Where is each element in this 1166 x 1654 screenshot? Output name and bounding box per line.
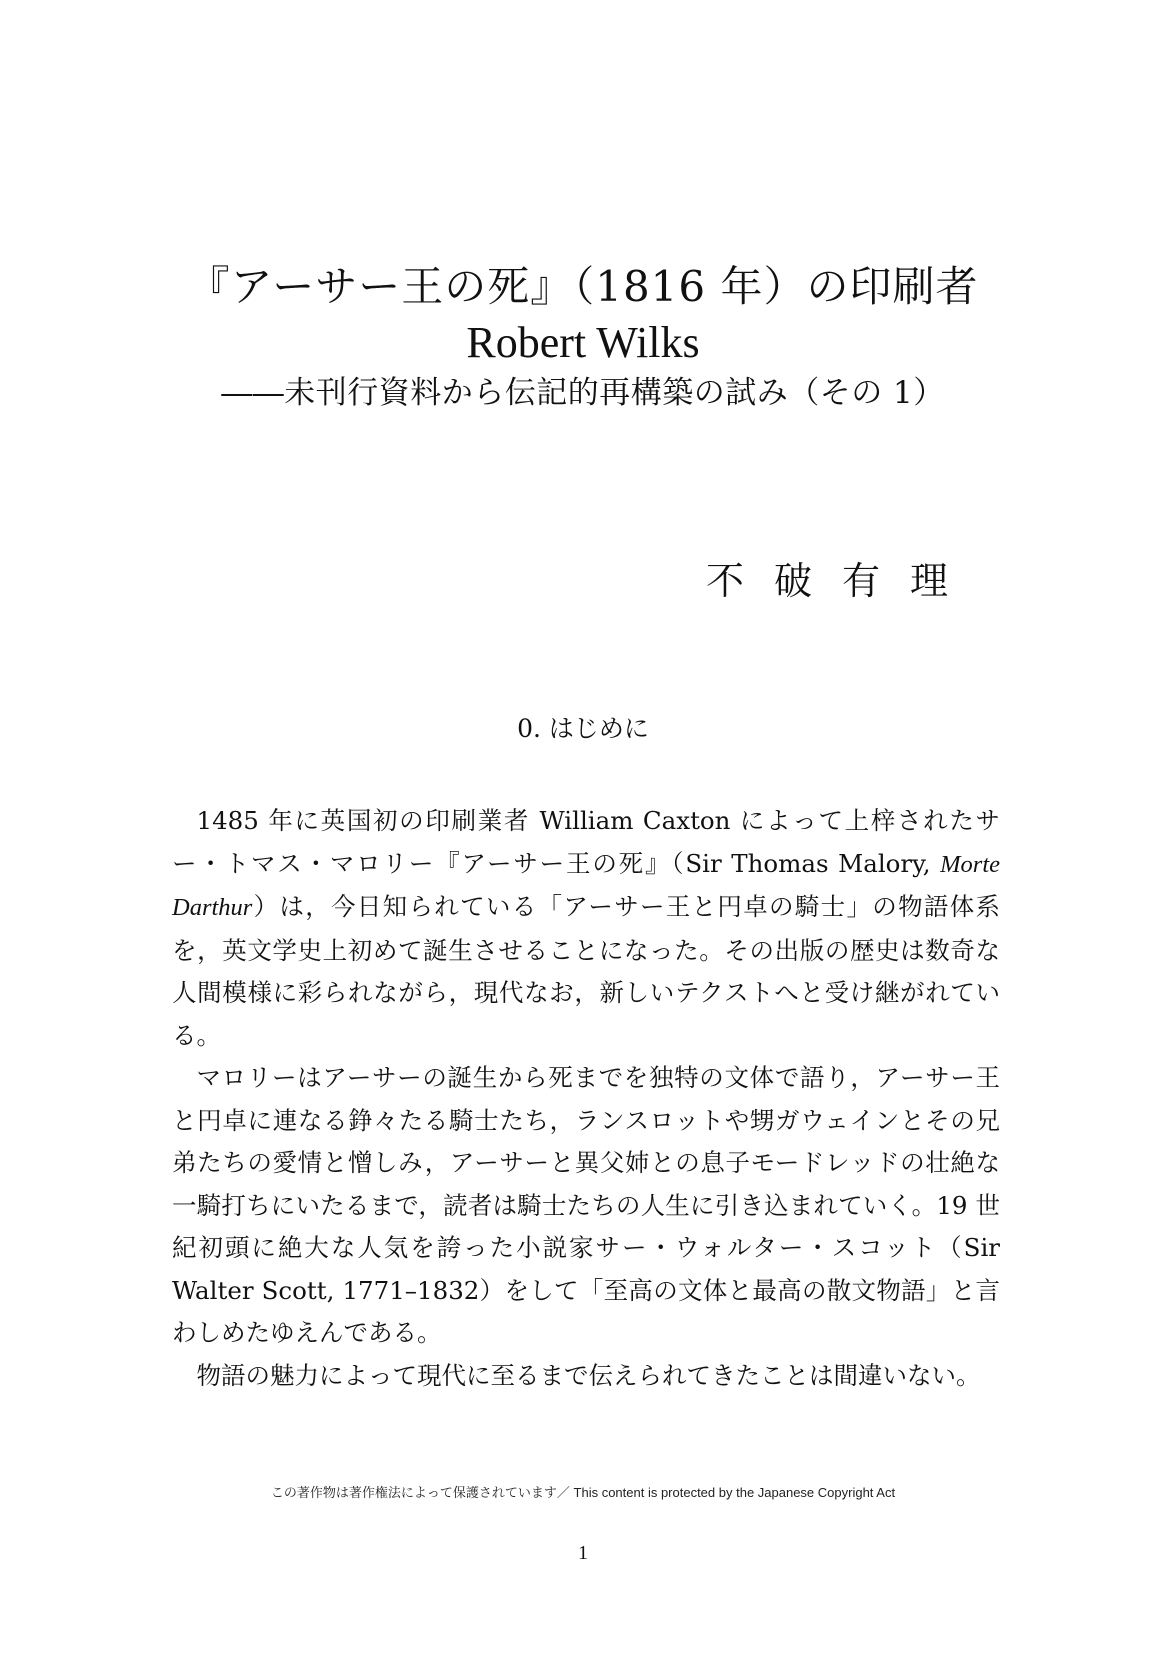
italic-work-title: Morte Darthur: [172, 850, 1000, 921]
author-name: 不破有理: [705, 559, 978, 603]
paper-subtitle: ――未刊行資料から伝記的再構築の試み（その 1）: [221, 375, 945, 411]
title-block: [0, 258, 1166, 416]
paragraph: 物語の魅力によって現代に至るまで伝えられてきたことは間違いない。: [196, 1360, 981, 1390]
page-number: 1: [578, 1542, 588, 1564]
body-text: [172, 800, 1000, 1397]
paper-title-name: Robert Wilks: [466, 318, 700, 367]
paper-title: 『アーサー王の死』（1816 年）の印刷者: [187, 262, 979, 311]
paragraph-text: 1485 年に英国初の印刷業者 William Caxton によって上梓されたサー・トマス・マロリー『アーサー王の死』（Sir Thomas Malory,: [172, 806, 1000, 878]
copyright-notice: この著作物は著作権法によって保護されています／ This content is protected by the Japanese Copyright Act: [270, 1485, 896, 1500]
section-heading: 0. はじめに: [517, 714, 649, 743]
paragraph-text: ）は，今日知られている「アーサー王と円卓の騎士」の物語体系を，英文学史上初めて誕生させることになった。その出版の歴史は数奇な人間模様に彩られながら，現代なお，新しいテクストへと受け継がれている。: [172, 892, 1000, 1050]
paragraph: マロリーはアーサーの誕生から死までを独特の文体で語り，アーサー王と円卓に連なる錚々たる騎士たち，ランスロットや甥ガウェインとその兄弟たちの愛情と憎しみ，アーサーと異父姉との息子モードレッドの壮絶な一騎打ちにいたるまで，読者は騎士たちの人生に引き込まれていく。19 世紀初頭に絶大な人気を誇った小説家サー・ウォルター・スコット（Sir Walter Scott, 1771–1832）をして「至高の文体と最高の散文物語」と言わしめたゆえんである。: [172, 1063, 1000, 1347]
paragraph: [172, 800, 1000, 1057]
